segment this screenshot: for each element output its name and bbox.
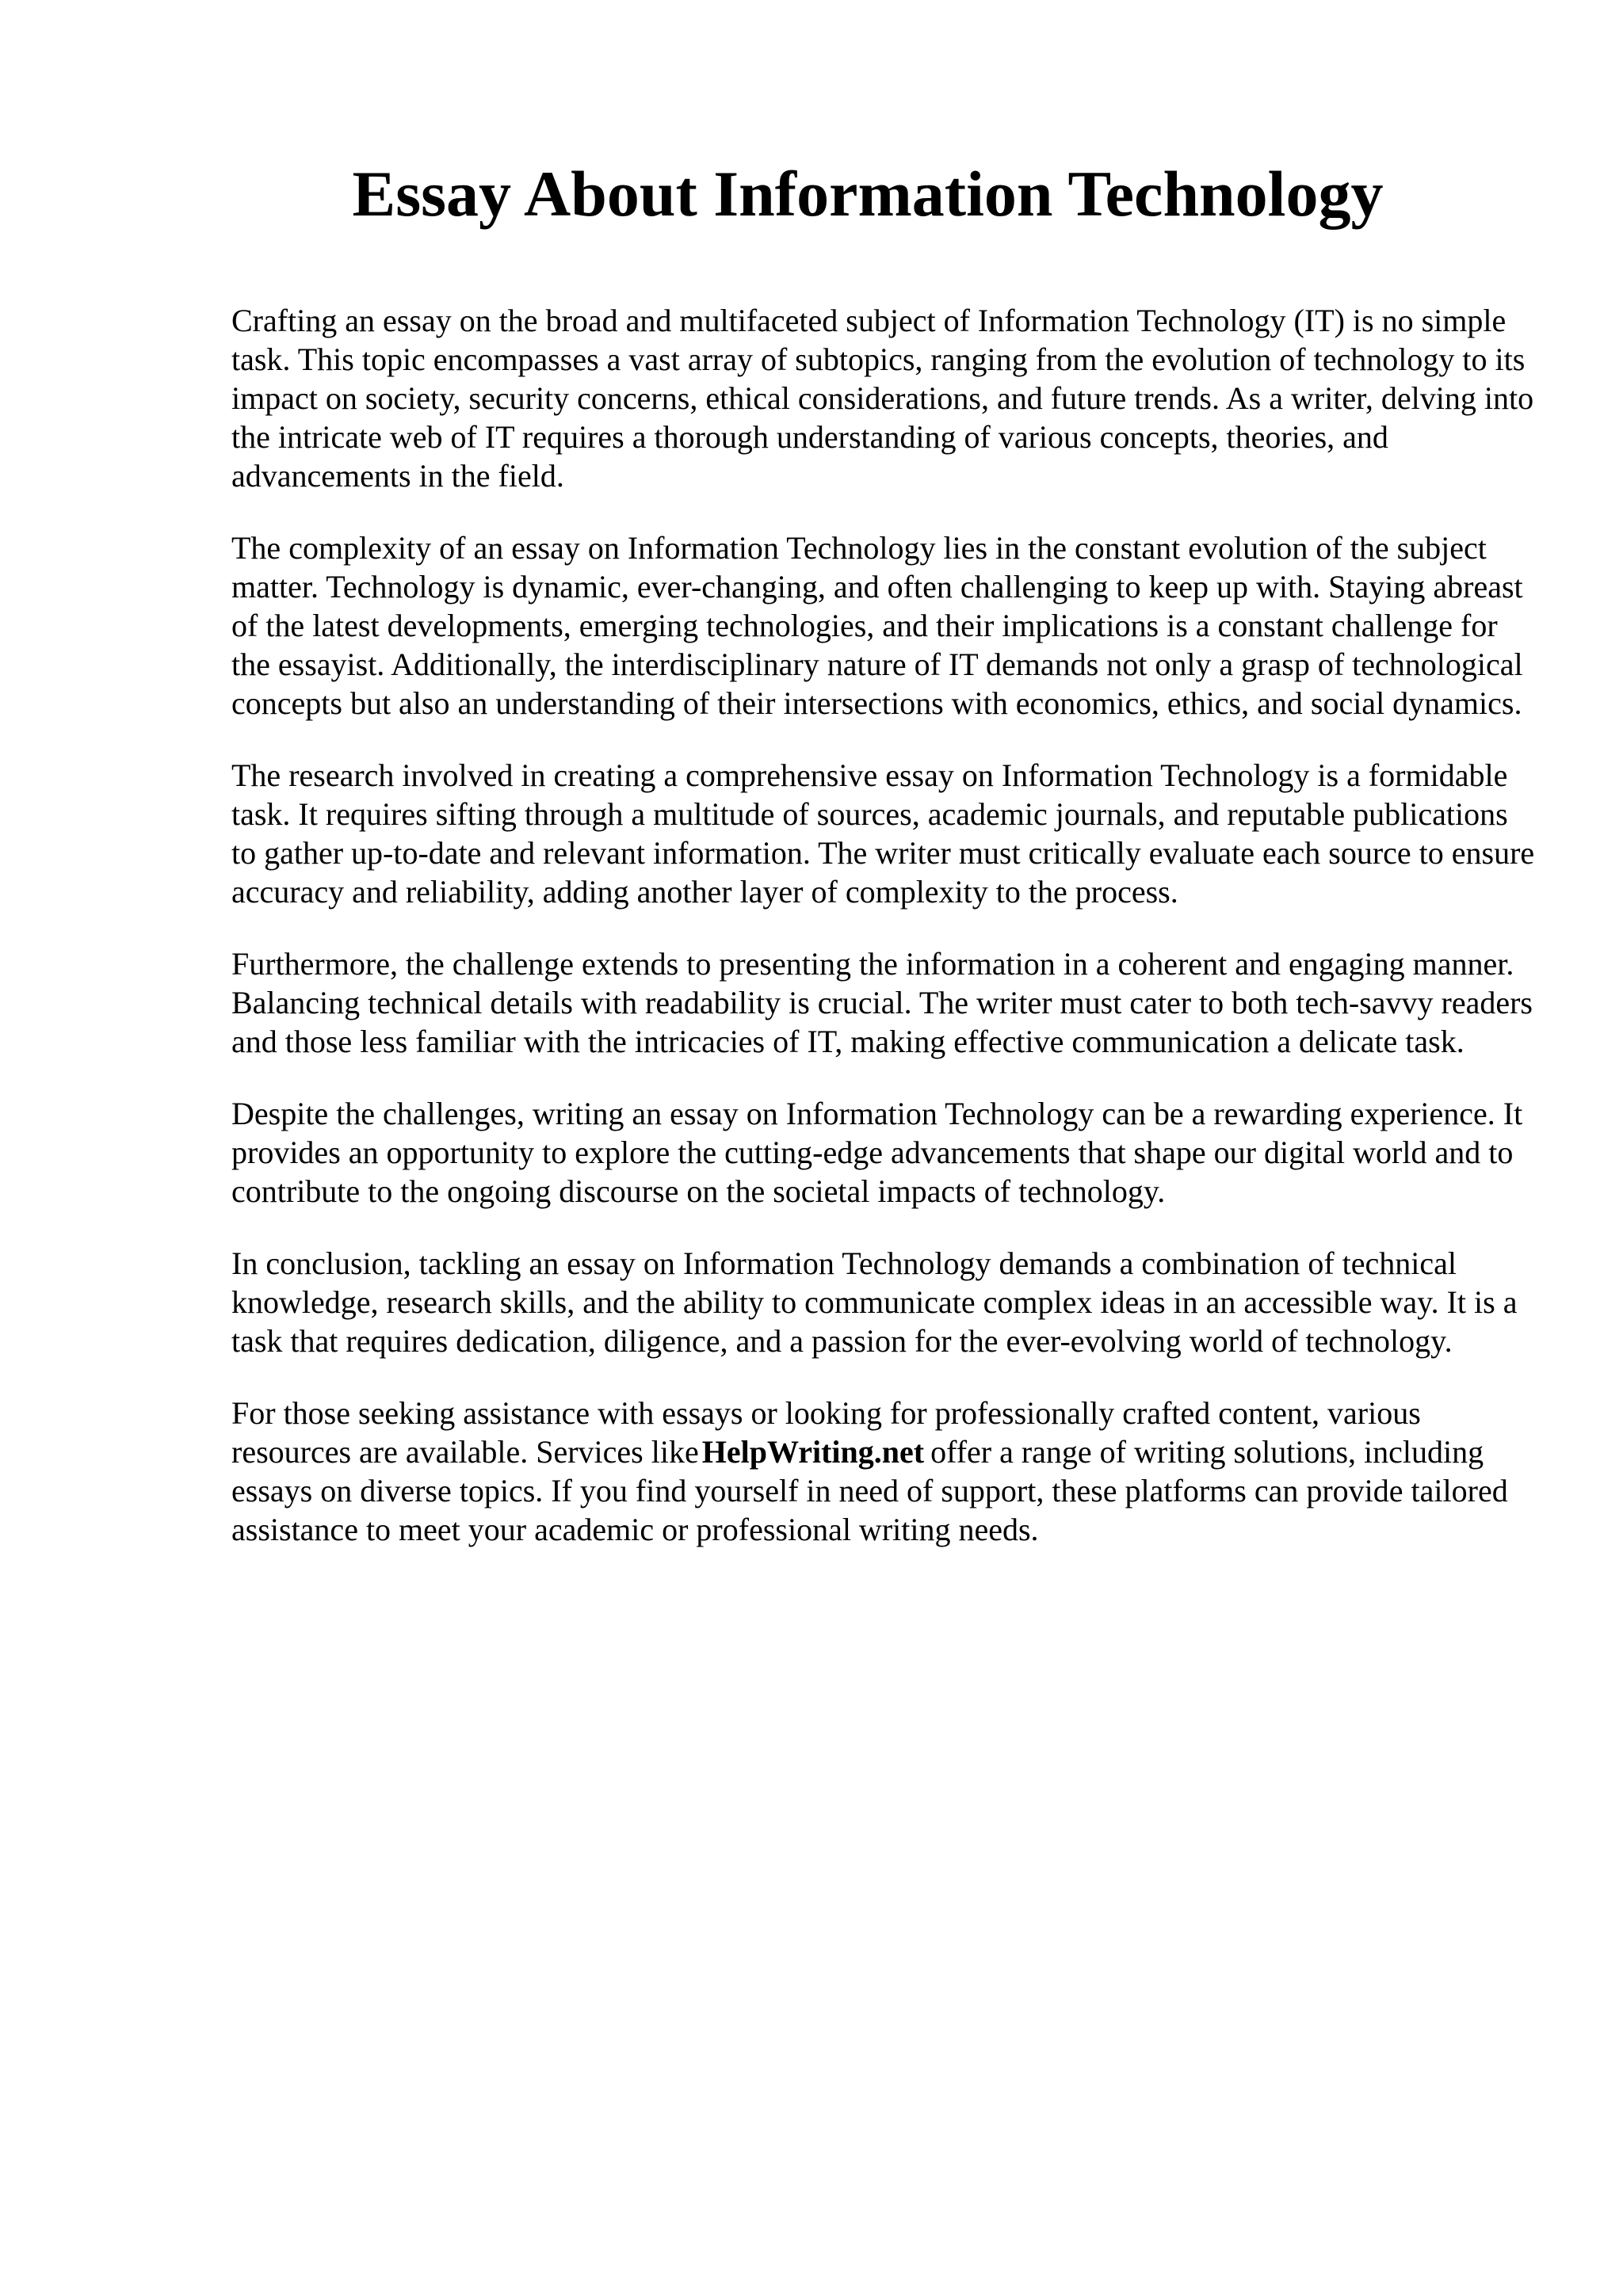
paragraph-3: The research involved in creating a comprehensive essay on Information Technology is a formidable task. It requires sifting through a multitude of sources, academic journals, and reputable publications to gather up-to-date and relevant information. The writer must critically evaluate each source to ensure accuracy and reliability, adding another layer of complexity to the process. bbox=[231, 757, 1535, 910]
page-title: Essay About Information Technology bbox=[352, 158, 1384, 230]
paragraph-1: Crafting an essay on the broad and multifaceted subject of Information Technology (IT) is no simple task. This topic encompasses a vast array of subtopics, ranging from the evolution of technology to its impact on society, security concerns, ethical considerations, and future trends. As a writer, delving into the intricate web of IT requires a thorough understanding of various concepts, theories, and advancements in the field. bbox=[231, 303, 1534, 494]
closing-text-after-link: offer a range of writing solutions, including essays on diverse topics. If you find yourself in need of support, these platforms can provide tailored assistance to meet your academic or professional writing needs. bbox=[231, 1434, 1508, 1547]
helpwriting-link[interactable]: HelpWriting.net bbox=[701, 1434, 925, 1470]
paragraph-2: The complexity of an essay on Information Technology lies in the constant evolution of the subject matter. Technology is dynamic, ever-changing, and often challenging to keep up with. Staying abreast of the latest developments, emerging technologies, and their implications is a constant challenge for the essayist. Additionally, the interdisciplinary nature of IT demands not only a grasp of technological concepts but also an understanding of their intersections with economics, ethics, and social dynamics. bbox=[231, 530, 1523, 721]
closing-text-before-link: For those seeking assistance with essays or looking for professionally crafted content, various resources are available. Services like bbox=[231, 1395, 1421, 1470]
paragraph-6: In conclusion, tackling an essay on Information Technology demands a combination of technical knowledge, research skills, and the ability to communicate complex ideas in an accessible way. It is a task that requires dedication, diligence, and a passion for the ever-evolving world of technology. bbox=[231, 1245, 1518, 1359]
paragraph-4: Furthermore, the challenge extends to presenting the information in a coherent and engaging manner. Balancing technical details with readability is crucial. The writer must cater to both tech-savvy readers and those less familiar with the intricacies of IT, making effective communication a delicate task. bbox=[231, 946, 1533, 1059]
paragraph-5: Despite the challenges, writing an essay on Information Technology can be a rewarding experience. It provides an opportunity to explore the cutting-edge advancements that shape our digital world and to contribute to the ongoing discourse on the societal impacts of technology. bbox=[231, 1096, 1523, 1209]
essay-body bbox=[231, 301, 1539, 1582]
paragraph-closing bbox=[231, 1394, 1539, 1549]
